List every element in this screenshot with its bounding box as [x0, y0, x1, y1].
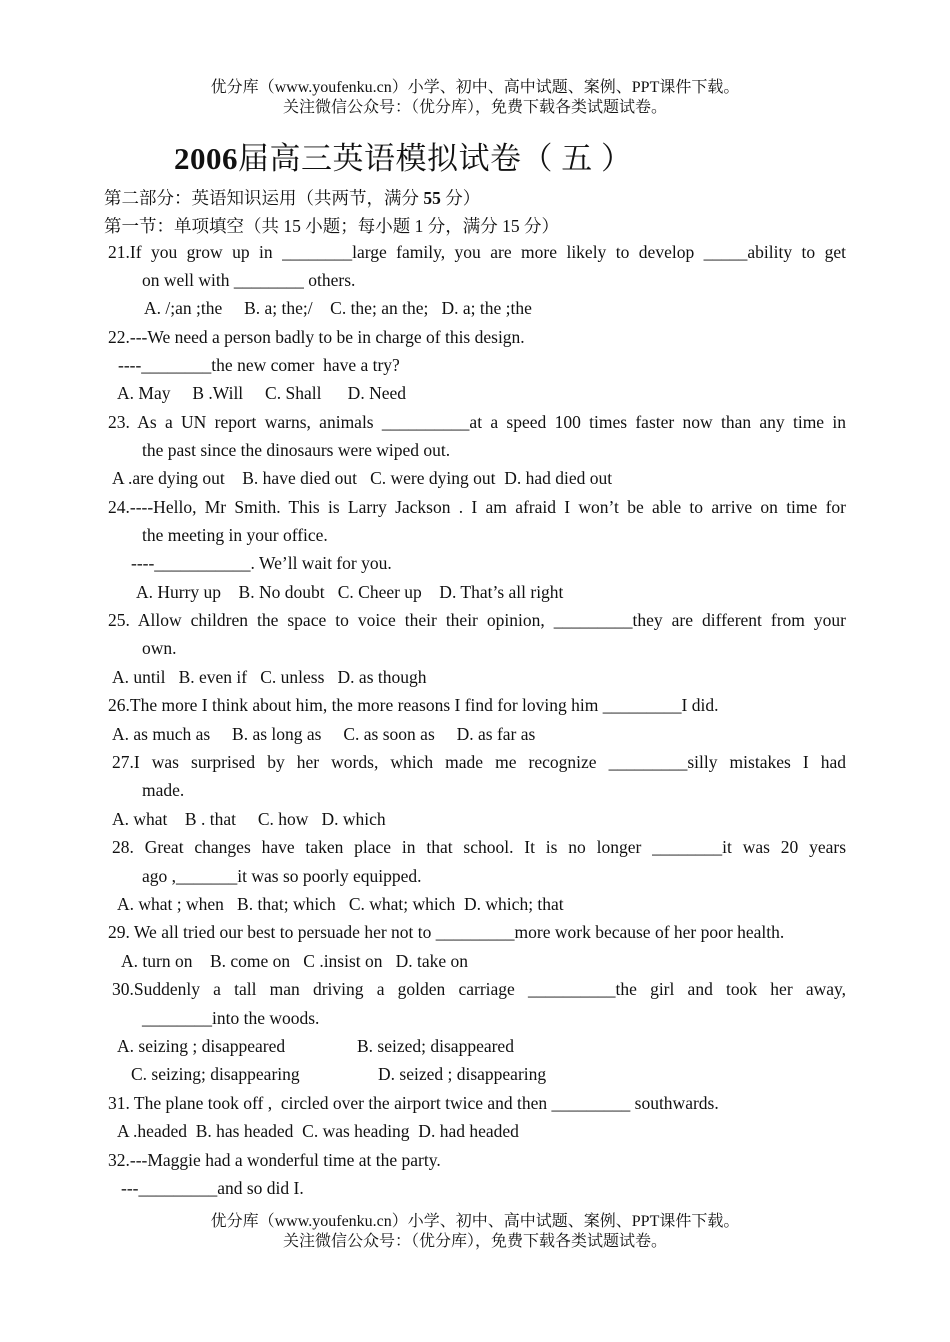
part-suffix: 分） [440, 188, 481, 208]
question-line: on well with ________ others. [142, 270, 356, 290]
question-line: ago ,_______it was so poorly equipped. [142, 866, 422, 886]
options-line: A. what ; when B. that; which C. what; which D. which; that [117, 894, 564, 914]
question-line: the meeting in your office. [142, 525, 328, 545]
options-line: A. /;an ;the B. a; the;/ C. the; an the; D. a; the ;the [144, 298, 532, 318]
question-line: 26.The more I think about him, the more reasons I find for loving him _________I did. [108, 695, 719, 715]
section-heading: 第一节：单项填空（共 15 小题；每小题 1 分，满分 15 分） [104, 216, 559, 236]
options-line: A .headed B. has headed C. was heading D. had headed [117, 1121, 519, 1141]
question-line: 22.---We need a person badly to be in charge of this design. [108, 327, 525, 347]
page-header [0, 78, 950, 118]
options-line: A. turn on B. come on C .insist on D. take on [121, 951, 469, 971]
header-line-2: 关注微信公众号：（优分库），免费下载各类试题试卷。 [282, 99, 667, 116]
question-line: 25. Allow children the space to voice their their opinion, _________they are different from your [108, 610, 846, 630]
options-line: A .are dying out B. have died out C. were dying out D. had died out [112, 468, 613, 488]
footer-line-1: 优分库（www.youfenku.cn）小学、初中、高中试题、案例、PPT课件下载。 [210, 1213, 740, 1230]
options-line: A. what B . that C. how D. which [112, 809, 386, 829]
header-line-1: 优分库（www.youfenku.cn）小学、初中、高中试题、案例、PPT课件下载。 [210, 79, 740, 96]
option-a: A. seizing ; disappeared [117, 1036, 286, 1056]
title-year: 2006 [174, 141, 238, 176]
option-d: D. seized ; disappearing [378, 1064, 547, 1084]
option-b: B. seized; disappeared [357, 1036, 514, 1056]
part-heading [104, 185, 480, 210]
question-line: made. [142, 780, 185, 800]
question-line: 21.If you grow up in ________large family, you are more likely to develop _____ability to get [108, 242, 846, 262]
option-c: C. seizing; disappearing [131, 1064, 300, 1084]
options-line: A. as much as B. as long as C. as soon as D. as far as [112, 724, 536, 744]
question-line: 31. The plane took off , circled over the airport twice and then _________ southwards. [108, 1093, 719, 1113]
question-line: own. [142, 638, 177, 658]
options-line: A. until B. even if C. unless D. as though [112, 667, 427, 687]
footer-line-2: 关注微信公众号：（优分库），免费下载各类试题试卷。 [282, 1233, 667, 1250]
question-line: ________into the woods. [142, 1008, 320, 1028]
title-text: 届高三英语模拟试卷（ 五 ） [238, 141, 633, 176]
question-line: ---_________and so did I. [121, 1178, 304, 1198]
part-score: 55 [423, 188, 441, 208]
options-line: A. May B .Will C. Shall D. Need [117, 383, 406, 403]
question-line: 32.---Maggie had a wonderful time at the party. [108, 1150, 441, 1170]
question-line: 23. As a UN report warns, animals __________at a speed 100 times faster now than any time in [108, 412, 846, 432]
part-prefix: 第二部分：英语知识运用（共两节，满分 [104, 188, 424, 208]
question-line: 28. Great changes have taken place in that school. It is no longer ________it was 20 years [112, 837, 846, 857]
options-line: A. Hurry up B. No doubt C. Cheer up D. That’s all right [136, 582, 564, 602]
question-line: 30.Suddenly a tall man driving a golden carriage __________the girl and took her away, [112, 979, 846, 999]
question-line: 24.----Hello, Mr Smith. This is Larry Jackson . I am afraid I won’t be able to arrive on time for [108, 497, 846, 517]
question-line: the past since the dinosaurs were wiped out. [142, 440, 451, 460]
question-line: 29. We all tried our best to persuade her not to _________more work because of her poor health. [108, 922, 785, 942]
page-title [174, 133, 633, 178]
question-line: ----________the new comer have a try? [118, 355, 400, 375]
page-footer [0, 1212, 950, 1252]
question-line: 27.I was surprised by her words, which made me recognize _________silly mistakes I had [112, 752, 846, 772]
question-line: ----___________. We’ll wait for you. [131, 553, 392, 573]
